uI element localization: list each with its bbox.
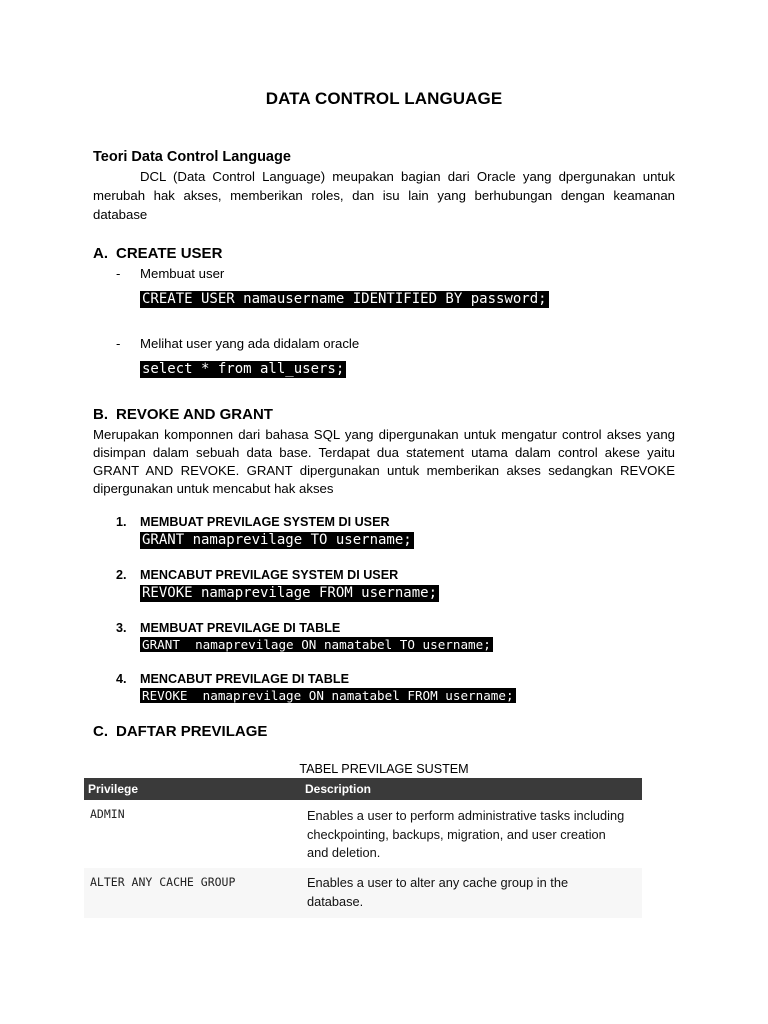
section-c-title: DAFTAR PREVILAGE xyxy=(116,723,268,740)
section-c-letter: C. xyxy=(93,723,108,740)
table-row xyxy=(84,868,642,918)
bullet-label: Membuat user xyxy=(140,266,225,281)
code-create-user: CREATE USER namausername IDENTIFIED BY password; xyxy=(142,291,547,307)
section-a-item-2 xyxy=(116,336,359,351)
bullet-dash: - xyxy=(116,266,121,281)
bullet-label: Melihat user yang ada didalam oracle xyxy=(140,336,360,351)
section-a-letter: A. xyxy=(93,245,108,262)
privilege-description: Enables a user to perform administrative tasks including checkpointing, backups, migration, and user creation and deletion. xyxy=(307,808,625,860)
section-b-letter: B. xyxy=(93,406,108,423)
code-revoke-table: REVOKE namaprevilage ON namatabel FROM username; xyxy=(142,688,514,703)
privilege-table xyxy=(84,778,642,918)
table-header-row xyxy=(84,778,642,800)
column-header-description: Description xyxy=(305,782,372,796)
bullet-dash: - xyxy=(116,336,121,351)
section-a-item-1 xyxy=(116,266,224,281)
column-header-privilege: Privilege xyxy=(88,782,139,796)
privilege-name: ADMIN xyxy=(90,807,125,821)
section-b-item-2-heading: 2. MENCABUT PREVILAGE SYSTEM DI USER xyxy=(116,568,399,582)
section-b-item-3-heading: 3. MEMBUAT PREVILAGE DI TABLE xyxy=(116,621,341,635)
document-title: DATA CONTROL LANGUAGE xyxy=(265,89,503,108)
privilege-name: ALTER ANY CACHE GROUP xyxy=(90,875,236,889)
code-select-users: select * from all_users; xyxy=(142,361,345,377)
section-b-title: REVOKE AND GRANT xyxy=(116,406,273,423)
table-caption: TABEL PREVILAGE SUSTEM xyxy=(299,762,469,776)
theory-heading: Teori Data Control Language xyxy=(93,149,291,165)
section-b-item-4-heading: 4. MENCABUT PREVILAGE DI TABLE xyxy=(116,672,349,686)
code-grant-system: GRANT namaprevilage TO username; xyxy=(142,532,412,548)
section-b-heading xyxy=(93,406,273,423)
section-b-paragraph: Merupakan komponnen dari bahasa SQL yang dipergunakan untuk mengatur control akses yang disimpan dalam sebuah data base. Terdapat dua statement utama dalam control akese yaitu GRANT AND REVOKE. GRANT dipergunakan untuk memberikan akses sedangkan REVOKE dipergunakan untuk mencabut hak akses xyxy=(93,427,675,496)
theory-paragraph: DCL (Data Control Language) meupakan bagian dari Oracle yang dpergunakan untuk merubah hak akses, memberikan roles, dan isu lain yang berhubungan dengan keamanan database xyxy=(93,169,675,222)
section-a-heading xyxy=(93,245,222,262)
section-b-item-1-heading: 1. MEMBUAT PREVILAGE SYSTEM DI USER xyxy=(116,515,390,529)
code-grant-table: GRANT namaprevilage ON namatabel TO username; xyxy=(142,637,491,652)
privilege-description: Enables a user to alter any cache group in the database. xyxy=(307,875,569,909)
code-revoke-system: REVOKE namaprevilage FROM username; xyxy=(142,585,438,601)
section-a-title: CREATE USER xyxy=(116,245,223,262)
table-row xyxy=(84,800,642,868)
section-c-heading xyxy=(93,723,267,740)
